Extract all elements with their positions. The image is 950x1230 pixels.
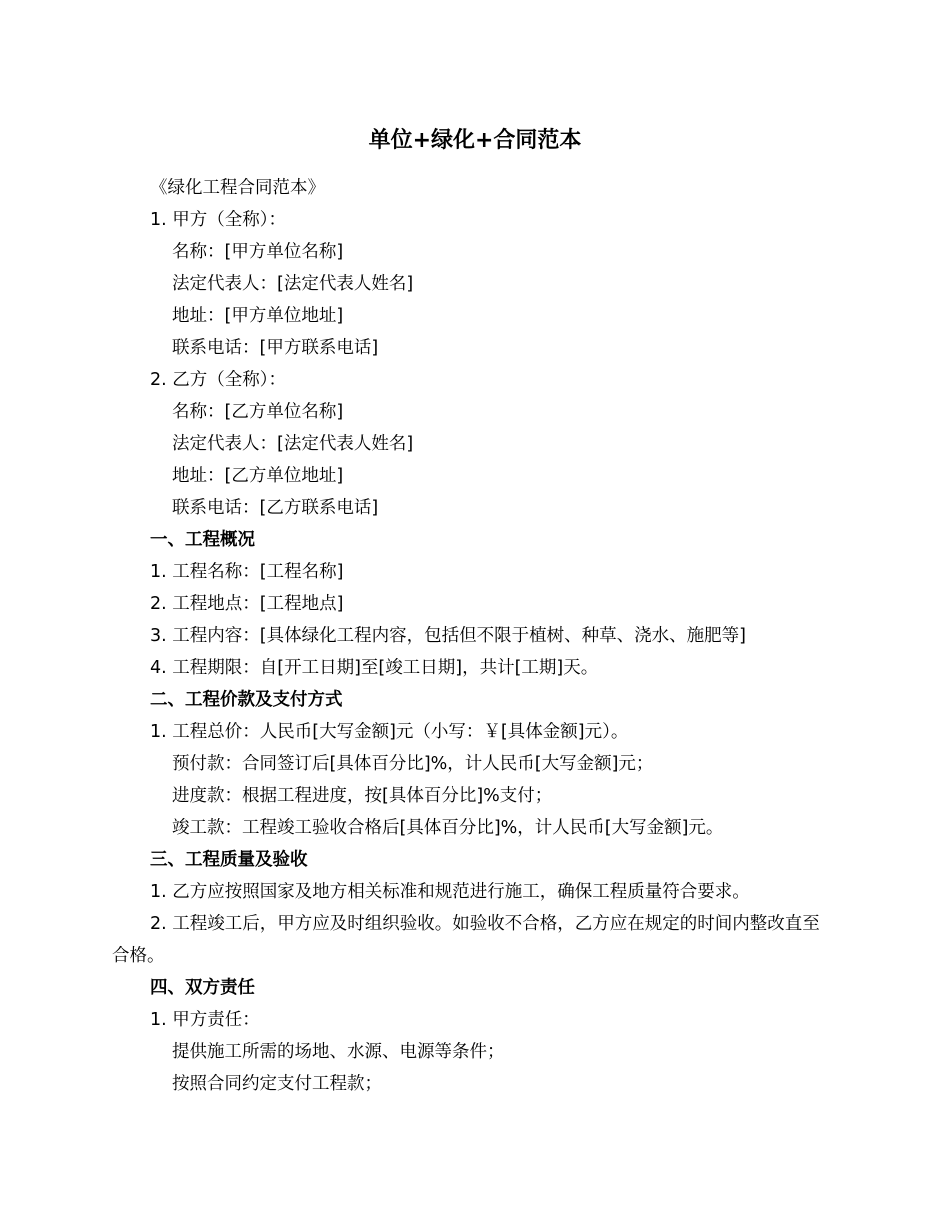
document-subtitle: 《绿化工程合同范本》 — [150, 178, 325, 198]
responsibility-item: 1. 甲方责任： — [150, 1010, 260, 1030]
party-b-address: 地址：[乙方单位地址] — [172, 466, 344, 486]
overview-item: 4. 工程期限：自[开工日期]至[竣工日期]，共计[工期]天。 — [150, 658, 599, 678]
party-a-heading: 1. 甲方（全称）： — [150, 210, 287, 230]
quality-item: 1. 乙方应按照国家及地方相关标准和规范进行施工，确保工程质量符合要求。 — [150, 882, 750, 902]
overview-item: 1. 工程名称：[工程名称] — [150, 562, 344, 582]
responsibility-sub-item: 提供施工所需的场地、水源、电源等条件； — [172, 1042, 505, 1062]
quality-item-wrapped: 2. 工程竣工后，甲方应及时组织验收。如验收不合格，乙方应在规定的时间内整改直至合格。 — [112, 914, 820, 966]
overview-item: 2. 工程地点：[工程地点] — [150, 594, 344, 614]
payment-sub-item: 竣工款：工程竣工验收合格后[具体百分比]%，计人民币[大写金额]元。 — [172, 818, 724, 838]
section-heading-payment: 二、工程价款及支付方式 — [150, 690, 343, 710]
payment-total: 1. 工程总价：人民币[大写金额]元（小写：￥[具体金额]元）。 — [150, 722, 629, 742]
party-a-address: 地址：[甲方单位地址] — [172, 306, 344, 326]
payment-sub-item: 进度款：根据工程进度，按[具体百分比]%支付； — [172, 786, 553, 806]
section-heading-overview: 一、工程概况 — [150, 530, 255, 550]
section-heading-responsibilities: 四、双方责任 — [150, 978, 255, 998]
party-a-phone: 联系电话：[甲方联系电话] — [172, 338, 379, 358]
responsibility-sub-item: 按照合同约定支付工程款； — [172, 1074, 382, 1094]
party-b-name: 名称：[乙方单位名称] — [172, 402, 344, 422]
section-heading-quality: 三、工程质量及验收 — [150, 850, 308, 870]
party-a-name: 名称：[甲方单位名称] — [172, 242, 344, 262]
party-a-representative: 法定代表人：[法定代表人姓名] — [172, 274, 414, 294]
party-b-representative: 法定代表人：[法定代表人姓名] — [172, 434, 414, 454]
document-title: 单位+绿化+合同范本 — [368, 128, 582, 153]
overview-item: 3. 工程内容：[具体绿化工程内容，包括但不限于植树、种草、浇水、施肥等] — [150, 626, 746, 646]
payment-sub-item: 预付款：合同签订后[具体百分比]%，计人民币[大写金额]元； — [172, 754, 654, 774]
party-b-phone: 联系电话：[乙方联系电话] — [172, 498, 379, 518]
party-b-heading: 2. 乙方（全称）： — [150, 370, 287, 390]
document-body — [112, 172, 832, 1100]
